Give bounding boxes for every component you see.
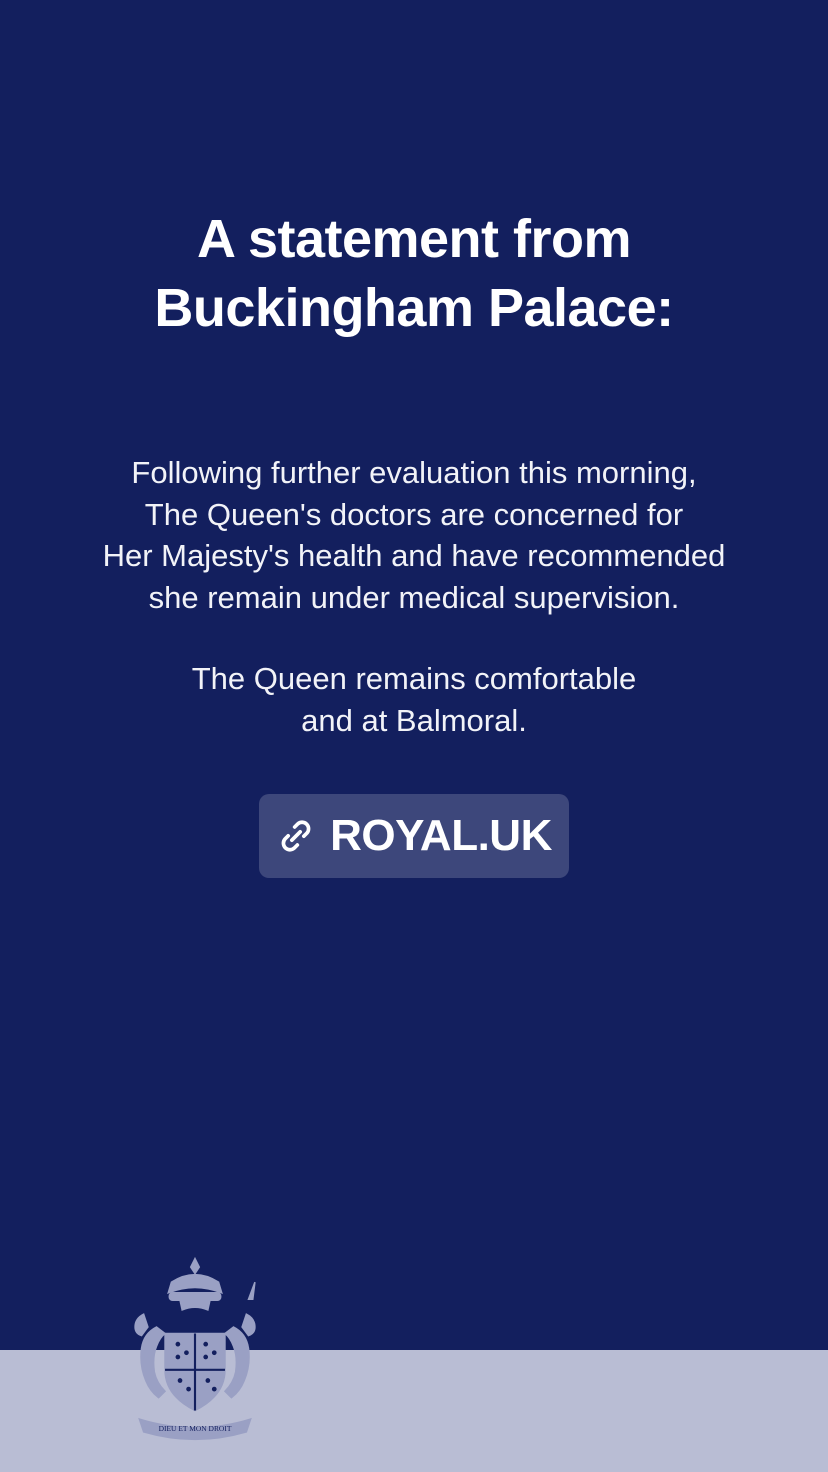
link-icon xyxy=(276,816,316,856)
statement-line-5: The Queen remains comfortable xyxy=(191,661,637,697)
statement-line-6: and at Balmoral. xyxy=(301,702,527,738)
statement-line-3: Her Majesty's health and have recommended xyxy=(102,538,726,574)
royal-uk-link-label: ROYAL.UK xyxy=(330,811,552,860)
statement-line-1: Following further evaluation this morning, xyxy=(131,455,697,490)
svg-text:DIEU ET MON DROIT: DIEU ET MON DROIT xyxy=(158,1423,232,1433)
statement-line-4: she remain under medical supervision. xyxy=(148,579,680,615)
headline-line-1: A statement from xyxy=(196,209,632,269)
paragraph-gap xyxy=(30,618,798,658)
royal-uk-link-sticker[interactable] xyxy=(259,794,569,878)
royal-coat-of-arms-icon xyxy=(88,1250,302,1464)
statement-line-2: The Queen's doctors are concerned for xyxy=(144,496,684,532)
statement-body xyxy=(0,452,828,741)
headline-line-2: Buckingham Palace: xyxy=(154,278,674,339)
page-title xyxy=(0,205,828,343)
